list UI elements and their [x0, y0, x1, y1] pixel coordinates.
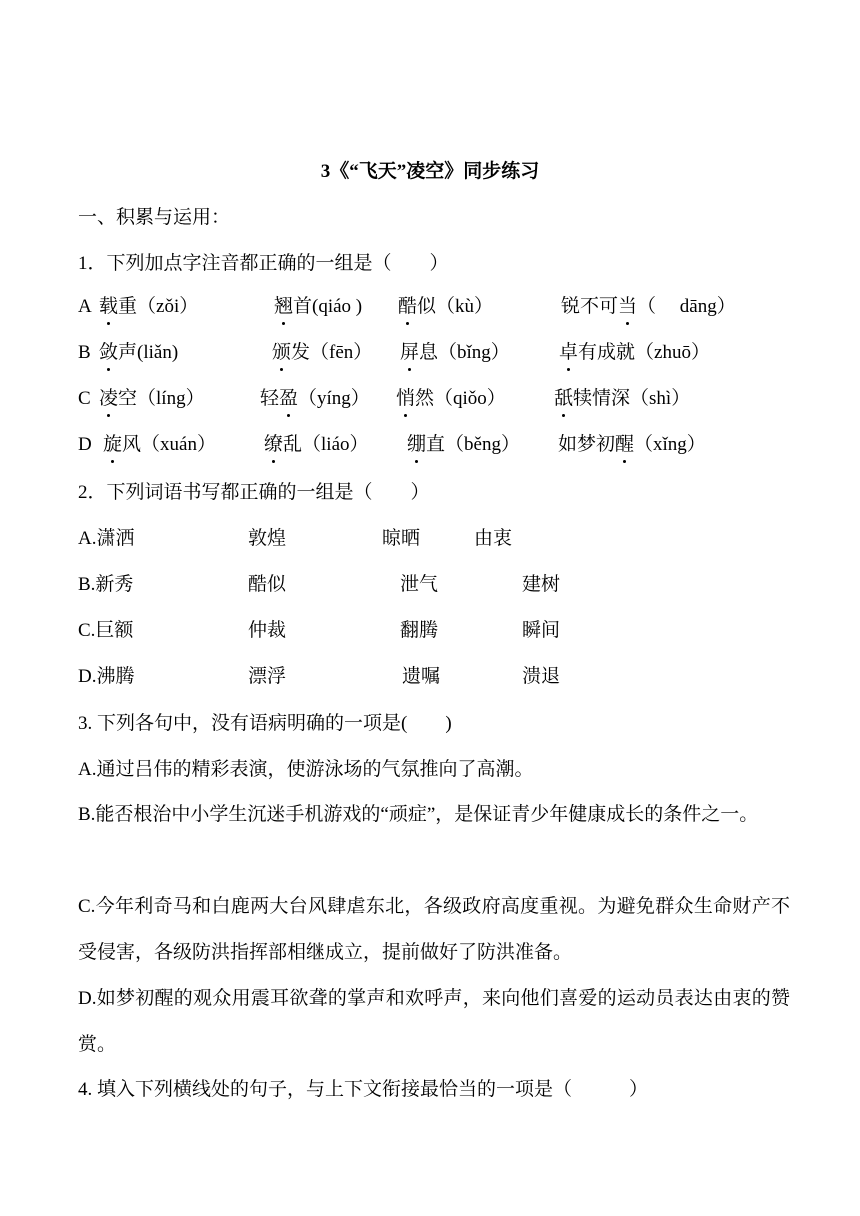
q3-option-b: B.能否根治中小学生沉迷手机游戏的“顽症”，是保证青少年健康成长的条件之一。 [78, 804, 759, 825]
word-item: C.巨额 [78, 620, 134, 641]
option-label: B [78, 342, 91, 363]
option-label: C [78, 388, 91, 409]
pinyin-item: 载重（zǒi） [99, 296, 199, 317]
question-4-stem: 4. 填入下列横线处的句子，与上下文衔接最恰当的一项是（ ） [78, 1079, 649, 1100]
pinyin-item: 翘首(qiáo ) [274, 296, 363, 317]
q3-option-a: A.通过吕伟的精彩表演，使游泳场的气氛推向了高潮。 [78, 759, 534, 780]
word-item: 由衷 [474, 528, 513, 549]
word-item: 酷似 [248, 574, 287, 595]
word-item: A.潇洒 [78, 528, 135, 549]
option-label: D [78, 434, 92, 455]
word-item: 漂浮 [248, 666, 287, 687]
word-item: 泄气 [400, 574, 439, 595]
word-item: 翻腾 [400, 620, 439, 641]
word-item: 遗嘱 [402, 666, 441, 687]
pinyin-item: 凌空（líng） [99, 388, 205, 409]
q3-option-c: C.今年利奇马和白鹿两大台风肆虐东北，各级政府高度重视。为避免群众生命财产不受侵害，各级防洪指挥部相继成立，提前做好了防洪准备。 [78, 896, 790, 963]
word-item: B.新秀 [78, 574, 134, 595]
pinyin-item: 敛声(liǎn) [99, 342, 179, 363]
section-heading: 一、积累与运用： [78, 207, 231, 228]
pinyin-item: 屏息（bǐng） [400, 342, 510, 363]
question-1-stem: 1．下列加点字注音都正确的一组是（ ） [78, 253, 449, 274]
pinyin-item: 轻盈（yíng） [260, 388, 370, 409]
page-title: 3《“飞天”凌空》同步练习 [320, 161, 540, 182]
word-item: 仲裁 [248, 620, 287, 641]
q3-option-d: D.如梦初醒的观众用震耳欲聋的掌声和欢呼声，来向他们喜爱的运动员表达由衷的赞赏。 [78, 988, 790, 1055]
question-3-stem: 3. 下列各句中，没有语病明确的一项是( ) [78, 713, 452, 734]
pinyin-item: 酷似（kù） [398, 296, 494, 317]
pinyin-item: 悄然（qiǒo） [396, 388, 506, 409]
pinyin-item: 缭乱（liáo） [264, 434, 369, 455]
word-item: 溃退 [522, 666, 561, 687]
word-item: 建树 [522, 574, 561, 595]
word-item: 瞬间 [522, 620, 561, 641]
word-item: D.沸腾 [78, 666, 135, 687]
pinyin-item: 绷直（běng） [407, 434, 520, 455]
word-item: 敦煌 [248, 528, 287, 549]
pinyin-item: 卓有成就（zhuō） [559, 342, 710, 363]
pinyin-item: 舐犊情深（shì） [554, 388, 691, 409]
pinyin-item: 旋风（xuán） [103, 434, 216, 455]
question-2-stem: 2．下列词语书写都正确的一组是（ ） [78, 482, 430, 503]
option-label: A [78, 296, 92, 317]
pinyin-item: 锐不可当（ dāng） [561, 296, 736, 317]
pinyin-item: 如梦初醒（xǐng） [558, 434, 706, 455]
word-item: 晾晒 [382, 528, 421, 549]
pinyin-item: 颁发（fēn） [272, 342, 373, 363]
